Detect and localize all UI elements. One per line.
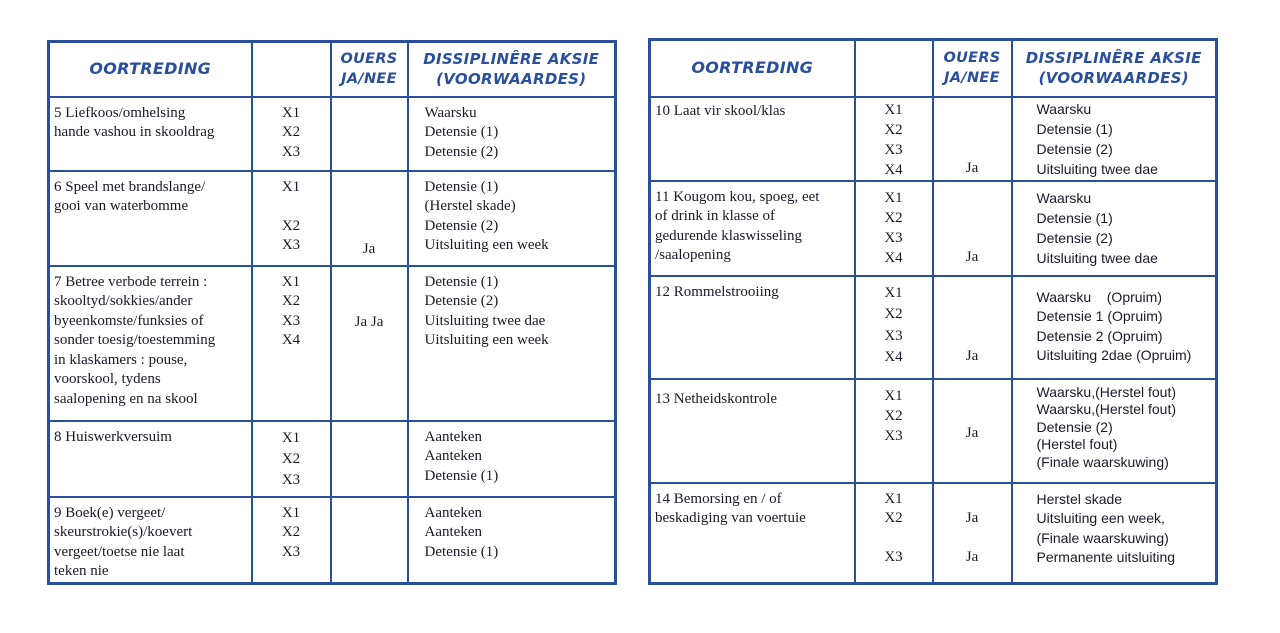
table-row — [650, 97, 1217, 181]
header-action: DISSIPLINÊRE AKSIE (VOORWAARDES) — [1012, 40, 1217, 97]
header-offence: OORTREDING — [650, 40, 855, 97]
parents-flag: Ja — [965, 424, 979, 441]
table-row — [650, 276, 1217, 379]
header-action: DISSIPLINÊRE AKSIE (VOORWAARDES) — [408, 42, 616, 97]
offence-5: 5 Liefkoos/omhelsing hande vashou in skooldrag — [54, 104, 215, 140]
parents-flag: Ja — [965, 347, 979, 364]
disciplinary-action: Waarsku,(Herstel fout) Waarsku,(Herstel fout) Detensie (2) (Herstel fout) (Finale waarskuwing) — [1036, 383, 1177, 470]
table-header-row — [49, 42, 616, 97]
occurrence-counts: X1 X2 X3 X4 — [884, 189, 903, 266]
header-offence: OORTREDING — [49, 42, 252, 97]
header-count — [252, 42, 331, 97]
table-row — [49, 497, 616, 584]
occurrence-counts: X1 X2 X3 — [281, 429, 301, 488]
offence-8: 8 Huiswerkversuim — [54, 428, 172, 445]
right-discipline-table — [648, 38, 1218, 585]
offence-10: 10 Laat vir skool/klas — [655, 102, 786, 119]
header-parents: OUERS JA/NEE — [331, 42, 408, 97]
disciplinary-action: Aanteken Aanteken Detensie (1) — [424, 428, 499, 484]
parents-flag: Ja — [965, 159, 979, 176]
disciplinary-action: Herstel skade Uitsluiting een week, (Finale waarskuwing) Permanente uitsluiting — [1036, 490, 1176, 565]
disciplinary-action: Detensie (1) (Herstel skade) Detensie (2) Uitsluiting een week — [424, 178, 549, 253]
table-row — [49, 97, 616, 171]
table-row — [650, 483, 1217, 584]
offence-6: 6 Speel met brandslange/ gooi van waterbomme — [54, 178, 206, 214]
occurrence-counts: X1 X2 X3 X4 — [281, 273, 301, 348]
header-parents: OUERS JA/NEE — [933, 40, 1012, 97]
occurrence-counts: X1 X2 X3 — [281, 504, 301, 560]
header-count — [855, 40, 933, 97]
offence-9: 9 Boek(e) vergeet/ skeurstrokie(s)/koevert vergeet/toetse nie laat teken nie — [54, 504, 193, 579]
table-row — [49, 421, 616, 497]
offence-12: 12 Rommelstrooiing — [655, 283, 779, 300]
table-row — [49, 266, 616, 421]
table-row — [650, 379, 1217, 483]
disciplinary-action: Detensie (1) Detensie (2) Uitsluiting twee dae Uitsluiting een week — [424, 273, 549, 348]
parents-flag: Ja — [965, 248, 979, 265]
disciplinary-action: Waarsku Detensie (1) Detensie (2) Uitsluiting twee dae — [1036, 100, 1158, 177]
disciplinary-action: Waarsku Detensie (1) Detensie (2) — [424, 104, 499, 160]
table-header-row — [650, 40, 1217, 97]
left-discipline-table — [47, 40, 617, 585]
occurrence-counts: X1 X2 X3 — [281, 178, 301, 253]
occurrence-counts: X1 X2 X3 — [884, 490, 903, 565]
table-row — [49, 171, 616, 266]
occurrence-counts: X1 X2 X3 — [884, 387, 903, 444]
parents-flag: Ja Ja — [354, 313, 384, 330]
occurrence-counts: X1 X2 X3 X4 — [884, 101, 903, 178]
table-row — [650, 181, 1217, 276]
occurrence-counts: X1 X2 X3 — [281, 104, 301, 160]
occurrence-counts: X1 X2 X3 X4 — [884, 284, 903, 365]
parents-flag: Ja Ja — [965, 509, 979, 565]
disciplinary-action: Waarsku Detensie (1) Detensie (2) Uitsluiting twee dae — [1036, 189, 1158, 266]
offence-11: 11 Kougom kou, spoeg, eet of drink in klasse of gedurende klaswisseling /saalopening — [655, 188, 820, 263]
disciplinary-action: Waarsku (Opruim) Detensie 1 (Opruim) Detensie 2 (Opruim) Uitsluiting 2dae (Opruim) — [1036, 288, 1192, 363]
offence-7: 7 Betree verbode terrein : skooltyd/sokkies/ander byeenkomste/funksies of sonder toesig/toestemming in klaskamers : pouse, voorskool, tydens saalopening en na skool — [54, 273, 216, 407]
offence-13: 13 Netheidskontrole — [655, 390, 778, 407]
disciplinary-action: Aanteken Aanteken Detensie (1) — [424, 504, 499, 560]
parents-flag: Ja — [362, 240, 376, 257]
offence-14: 14 Bemorsing en / of beskadiging van voertuie — [655, 490, 806, 526]
